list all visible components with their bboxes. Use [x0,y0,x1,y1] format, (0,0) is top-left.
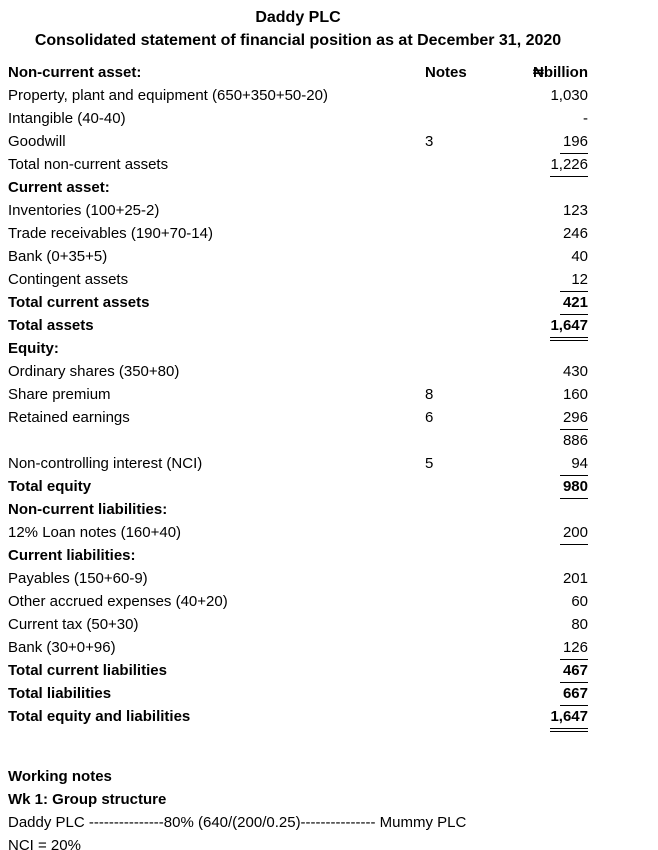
statement-rows [8,85,588,729]
row-amount [475,269,588,292]
amount-value: 1,647 [550,315,588,341]
amount-value: 667 [560,683,588,706]
statement-row [8,499,588,522]
company-name: Daddy PLC [255,9,341,26]
row-label: Intangible (40-40) [8,110,126,127]
statement-row [8,154,588,177]
row-label: Total equity and liabilities [8,708,191,725]
row-label: Non-controlling interest (NCI) [8,455,203,472]
notes-column-header: Notes [425,64,467,81]
amount-value: 1,226 [550,154,588,177]
row-amount [475,430,588,451]
row-label: 12% Loan notes (160+40) [8,524,182,541]
amount-value: 467 [560,660,588,683]
row-amount [475,660,588,683]
row-amount [475,131,588,154]
statement-row [8,453,588,476]
statement-row [8,545,588,568]
statement-row [8,108,588,131]
wk1-group-structure-heading: Wk 1: Group structure [8,791,167,808]
statement-row [8,706,588,729]
amount-value: 12 [560,269,588,292]
row-label: Total non-current assets [8,156,169,173]
statement-table [8,62,588,729]
amount-value: 201 [562,570,588,587]
row-label: Total current liabilities [8,662,167,679]
statement-row [8,384,588,407]
amount-value: 200 [560,522,588,545]
amount-value: 980 [560,476,588,499]
statement-row [8,430,588,453]
row-amount [475,614,588,635]
statement-row [8,338,588,361]
row-amount [475,683,588,706]
statement-row [8,200,588,223]
row-amount [475,361,588,382]
row-label: Trade receivables (190+70-14) [8,225,213,242]
statement-row [8,683,588,706]
row-label: Non-current liabilities: [8,501,168,518]
amount-value: 40 [571,248,588,265]
row-label: Bank (0+35+5) [8,248,108,265]
row-amount [475,568,588,589]
row-amount [475,246,588,267]
row-label: Current liabilities: [8,547,136,564]
row-label: Bank (30+0+96) [8,639,116,656]
statement-row [8,476,588,499]
row-label: Current asset: [8,179,110,196]
statement-row [8,223,588,246]
statement-row [8,269,588,292]
row-label: Goodwill [8,133,66,150]
row-label: Equity: [8,340,59,357]
row-label: Ordinary shares (350+80) [8,363,180,380]
row-amount [475,85,588,106]
row-label: Current tax (50+30) [8,616,139,633]
statement-row [8,131,588,154]
row-note: 5 [425,455,434,472]
statement-row [8,246,588,269]
row-label: Payables (150+60-9) [8,570,148,587]
row-note: 6 [425,409,434,426]
row-label: Total current assets [8,294,150,311]
amount-value: 123 [562,202,588,219]
row-amount [475,476,588,499]
row-amount [475,108,588,129]
row-label: Total liabilities [8,685,112,702]
table-header-row [8,62,588,85]
amount-value: 246 [562,225,588,242]
row-amount [475,453,588,476]
statement-row [8,177,588,200]
amount-value: 94 [560,453,588,476]
row-amount [475,384,588,405]
row-amount [475,591,588,612]
row-label: Retained earnings [8,409,130,426]
statement-row [8,522,588,545]
section-heading-non-current-assets: Non-current asset: [8,64,142,81]
row-label: Total equity [8,478,92,495]
row-amount [475,200,588,221]
amount-value: 421 [560,292,588,315]
statement-row [8,660,588,683]
statement-title: Consolidated statement of financial position as at December 31, 2020 [34,32,562,49]
statement-row [8,614,588,637]
row-label: Total assets [8,317,94,334]
row-amount [475,223,588,244]
amount-column-header: ₦billion [533,64,588,81]
working-notes-section [8,765,588,850]
row-amount [475,315,588,341]
row-amount [475,522,588,545]
statement-row [8,407,588,430]
row-label: Inventories (100+25-2) [8,202,160,219]
row-label: Contingent assets [8,271,129,288]
row-note: 3 [425,133,434,150]
row-amount [475,292,588,315]
working-notes-heading: Working notes [8,768,112,785]
group-structure-line: Daddy PLC ---------------80% (640/(200/0.25)--------------- Mummy PLC [8,814,467,831]
amount-value: - [583,110,588,127]
statement-row [8,637,588,660]
row-label: Property, plant and equipment (650+350+50-20) [8,87,328,104]
statement-row [8,315,588,338]
amount-value: 160 [562,386,588,403]
row-note: 8 [425,386,434,403]
amount-value: 886 [562,432,588,449]
amount-value: 126 [560,637,588,660]
amount-value: 430 [562,363,588,380]
row-label: Other accrued expenses (40+20) [8,593,228,610]
row-amount [475,154,588,177]
statement-row [8,292,588,315]
row-amount [475,637,588,660]
amount-value: 1,647 [550,706,588,732]
amount-value: 80 [571,616,588,633]
statement-row [8,85,588,108]
statement-row [8,591,588,614]
statement-row [8,568,588,591]
row-amount [475,706,588,732]
amount-value: 296 [560,407,588,430]
row-amount [475,407,588,430]
amount-value: 1,030 [550,87,588,104]
nci-percentage-line: NCI = 20% [8,837,81,850]
amount-value: 60 [571,593,588,610]
row-label: Share premium [8,386,111,403]
statement-row [8,361,588,384]
amount-value: 196 [560,131,588,154]
